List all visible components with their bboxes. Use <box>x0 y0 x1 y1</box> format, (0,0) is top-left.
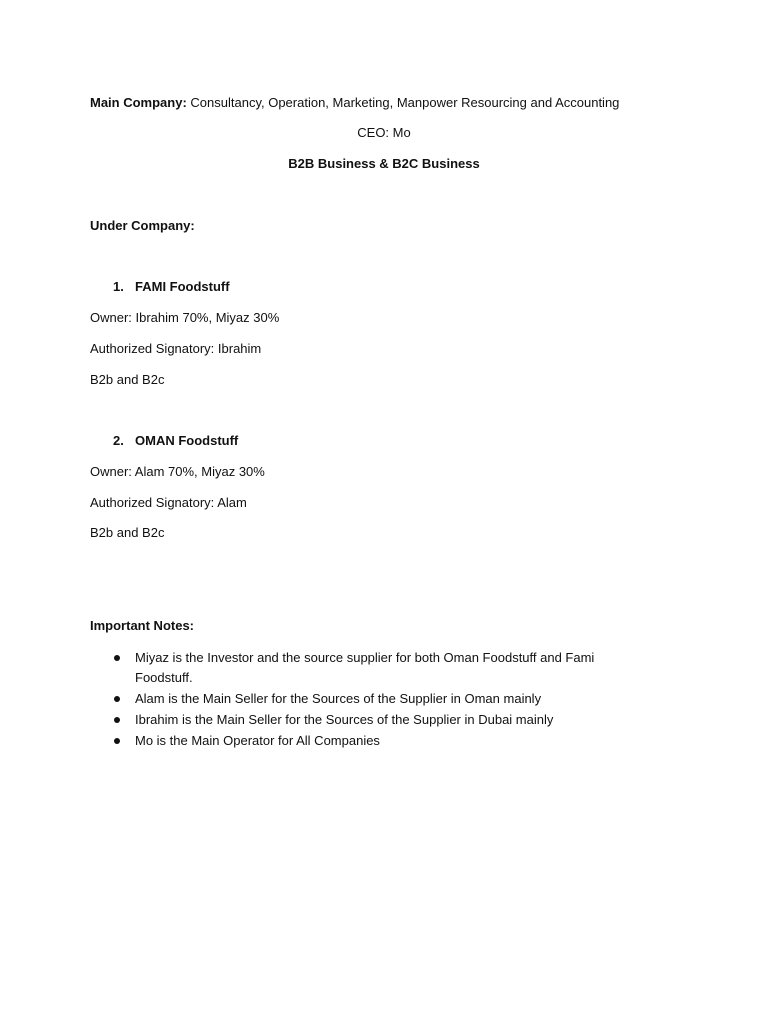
company-business: B2b and B2c <box>90 525 165 540</box>
ceo-line: CEO: Mo <box>357 125 411 140</box>
bullet-icon <box>114 655 120 661</box>
company-name: FAMI Foodstuff <box>135 279 230 294</box>
main-company-label: Main Company: <box>90 95 187 110</box>
list-item <box>113 710 653 730</box>
business-type: B2B Business & B2C Business <box>288 156 480 171</box>
note-text: Alam is the Main Seller for the Sources of the Supplier in Oman mainly <box>135 691 542 706</box>
main-company-text: Consultancy, Operation, Marketing, Manpower Resourcing and Accounting <box>186 95 620 110</box>
under-company-heading: Under Company: <box>90 218 195 233</box>
note-text: Miyaz is the Investor and the source supplier for both Oman Foodstuff and Fami Foodstuff. <box>135 650 595 685</box>
company-name: OMAN Foodstuff <box>135 433 239 448</box>
bullet-icon <box>114 717 120 723</box>
note-text: Ibrahim is the Main Seller for the Sources of the Supplier in Dubai mainly <box>135 712 554 727</box>
company-business: B2b and B2c <box>90 372 165 387</box>
company-number: 1. <box>113 279 124 294</box>
main-company-line <box>90 94 619 112</box>
list-item <box>113 731 653 751</box>
note-text: Mo is the Main Operator for All Companies <box>135 733 380 748</box>
company-number: 2. <box>113 433 124 448</box>
company-owner: Owner: Alam 70%, Miyaz 30% <box>90 464 265 479</box>
company-owner: Owner: Ibrahim 70%, Miyaz 30% <box>90 310 280 325</box>
company-heading <box>113 278 230 296</box>
list-item <box>113 648 653 688</box>
company-signatory: Authorized Signatory: Alam <box>90 495 247 510</box>
list-item <box>113 689 653 709</box>
notes-list <box>113 648 653 752</box>
company-signatory: Authorized Signatory: Ibrahim <box>90 341 262 356</box>
notes-heading: Important Notes: <box>90 618 194 633</box>
company-heading <box>113 432 238 450</box>
bullet-icon <box>114 696 120 702</box>
bullet-icon <box>114 738 120 744</box>
